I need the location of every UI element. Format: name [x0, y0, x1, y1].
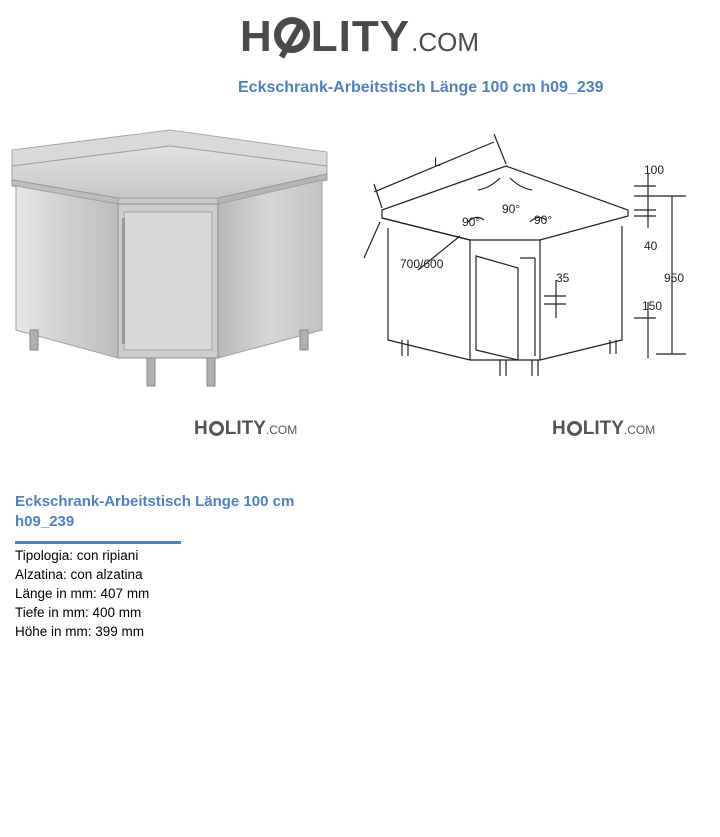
product-photo [0, 118, 345, 458]
drawing-label-length: L [434, 155, 441, 169]
drawing-label-height: 950 [664, 271, 685, 285]
wm-text-lity: LITY [224, 418, 266, 439]
wm-text-com: .COM [623, 423, 656, 437]
spec-alzatina: Alzatina: con alzatina [15, 567, 143, 582]
spec-height: Höhe in mm: 399 mm [15, 624, 145, 639]
drawing-label-backsplash: 100 [644, 163, 665, 177]
corner-cabinet-photo-svg [0, 118, 345, 458]
wm-text-h: H [552, 418, 566, 439]
drawing-label-angle-left: 90° [462, 215, 481, 229]
wm-o-icon [209, 421, 224, 436]
spec-list [15, 546, 149, 641]
logo-text-h: H [240, 12, 273, 61]
drawing-label-angle-right: 90° [534, 213, 553, 227]
site-logo[interactable] [240, 12, 479, 62]
drawing-label-top-thickness: 40 [644, 239, 658, 253]
logo-text-com: .COM [411, 27, 479, 57]
spec-depth: Tiefe in mm: 400 mm [15, 605, 142, 620]
spec-tipologia: Tipologia: con ripiani [15, 548, 139, 563]
title-divider [15, 541, 181, 544]
product-title: Eckschrank-Arbeitstisch Länge 100 cm h09_239 [15, 493, 295, 530]
drawing-label-depth: 700/600 [400, 257, 444, 271]
wm-text-h: H [194, 418, 208, 439]
wm-text-lity: LITY [582, 418, 624, 439]
technical-drawing [360, 118, 700, 478]
wm-text-com: .COM [265, 423, 298, 437]
page-title: Eckschrank-Arbeitstisch Länge 100 cm h09_239 [238, 79, 604, 96]
drawing-watermark [552, 418, 655, 440]
spec-length: Länge in mm: 407 mm [15, 586, 150, 601]
drawing-label-angle-center: 90° [502, 202, 521, 216]
photo-watermark [194, 418, 297, 440]
drawing-label-foot-height: 150 [642, 299, 663, 313]
wm-o-icon [567, 421, 582, 436]
drawing-label-shelf-gap: 35 [556, 271, 570, 285]
logo-text-lity: LITY [310, 12, 411, 61]
logo-o-icon [274, 17, 310, 53]
